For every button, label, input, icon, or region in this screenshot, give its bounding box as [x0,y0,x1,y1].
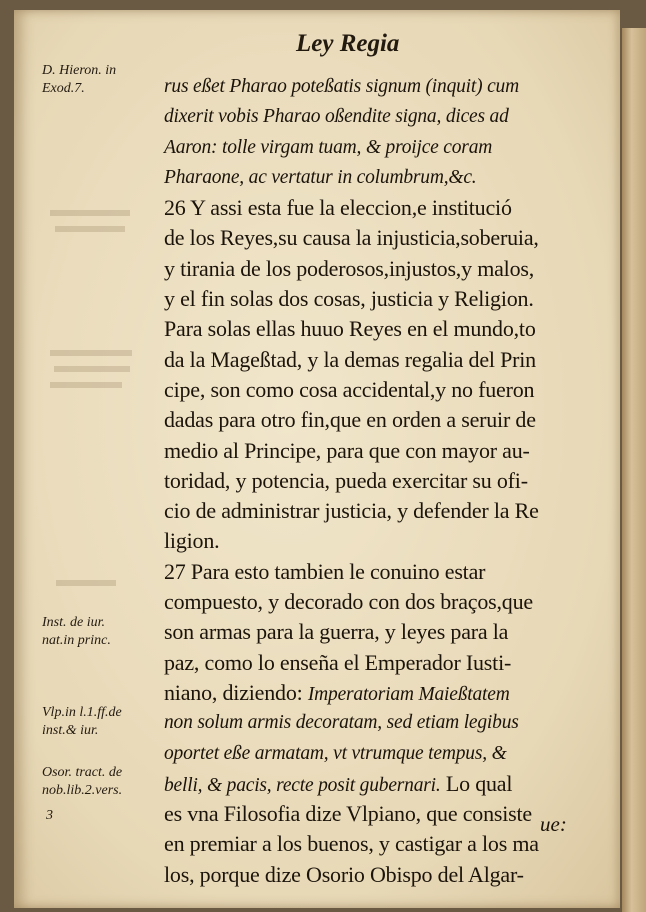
text-line: de los Reyes,su causa la injusticia,soberuia, [164,225,539,251]
running-head: Ley Regia [296,30,400,57]
margin-note-line: Inst. de iur. [42,615,105,630]
margin-note-ulpian [42,704,166,740]
text-line [164,678,604,708]
body-text [164,72,604,890]
text-line: toridad, y potencia, pueda exercitar su ofi- [164,467,528,493]
text-line: son armas para la guerra, y leyes para la [164,619,509,645]
text-line: es vna Filosofia dize Vlpiano, que consiste [164,801,532,827]
text-line: los, porque dize Osorio Obispo del Algar- [164,861,524,887]
margin-note-line: Exod.7. [42,81,85,96]
text-line: cio de administrar justicia, y defender la Re [164,498,539,524]
text-line: da la Mageßtad, y la demas regalia del Prin [164,346,536,372]
text-line: paz, como lo enseña el Emperador Iusti- [164,649,512,675]
margin-note-line: Vlp.in l.1.ff.de [42,705,122,720]
margin-note-line: nat.in princ. [42,633,111,648]
text-span: Lo qual [440,770,513,796]
text-line: Para solas ellas huuo Reyes en el mundo,to [164,316,536,342]
catchword: ue: [540,812,567,836]
text-line: dadas para otro fin,que en orden a seruir de [164,407,536,433]
text-line [164,769,604,799]
text-line: oportet eße armatam, vt vtrumque tempus, & [164,742,507,764]
page-edge [622,28,646,912]
margin-note-line: D. Hieron. in [42,63,117,78]
text-line: ligion. [164,528,220,554]
text-line: Aaron: tolle virgam tuam, & proijce coram [164,136,493,158]
text-line: Pharaone, ac vertatur in columbrum,&c. [164,166,477,188]
margin-note-osorio [42,764,166,800]
text-line: rus eßet Pharao poteßatis signum (inquit) cum [164,76,519,97]
margin-note-hieron [42,62,166,98]
text-span: niano, diziendo: [164,679,308,705]
text-line: dixerit vobis Pharao oßendite signa, dices ad [164,106,509,128]
text-line: 27 Para esto tambien le conuino estar [164,558,486,584]
text-line: compuesto, y decorado con dos braços,que [164,589,533,615]
signature-mark: 3 [46,808,53,823]
text-line: y el fin solas dos cosas, justicia y Religion. [164,286,534,312]
margin-note-line: inst.& iur. [42,723,99,738]
margin-note-inst [42,614,166,650]
text-line: cipe, son como cosa accidental,y no fueron [164,376,535,402]
margin-note-line: Osor. tract. de [42,765,123,780]
text-line: non solum armis decoratam, sed etiam legibus [164,712,519,734]
text-line: y tirania de los poderosos,injustos,y malos, [164,255,535,281]
margin-note-line: nob.lib.2.vers. [42,783,123,798]
italic-latin-span: belli, & pacis, recte posit gubernari. [164,774,441,796]
text-line: medio al Principe, para que con mayor au- [164,437,530,463]
text-line: 26 Y assi esta fue la eleccion,e institució [164,195,512,221]
text-line: en premiar a los buenos, y castigar a los ma [164,831,539,857]
italic-latin-span: Imperatoriam Maießtatem [307,683,510,705]
